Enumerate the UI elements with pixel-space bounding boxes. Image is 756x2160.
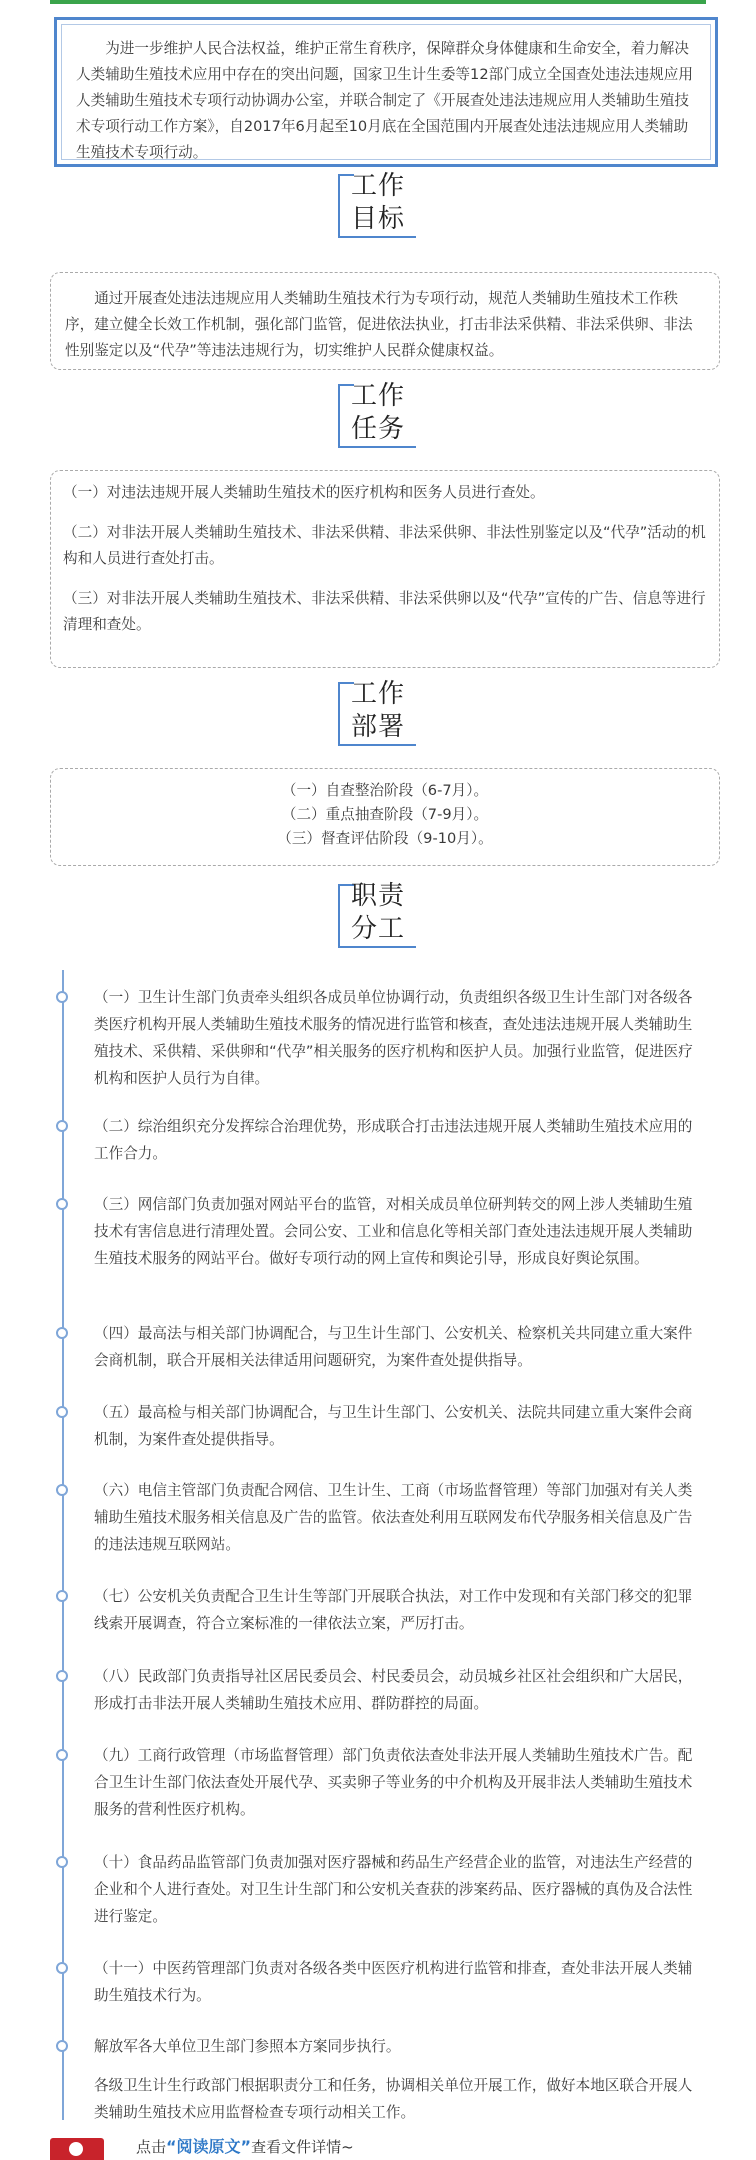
duty-item: （十一）中医药管理部门负责对各级各类中医医疗机构进行监管和排查，查处非法开展人类辅助生殖技术行为。	[94, 1960, 693, 2004]
duty-item: （五）最高检与相关部门协调配合，与卫生计生部门、公安机关、法院共同建立重大案件会商机制，为案件查处提供指导。	[94, 1404, 693, 1448]
deploy-box	[50, 768, 720, 866]
timeline-dot-icon	[56, 1198, 68, 1210]
duty-item: （九）工商行政管理（市场监督管理）部门负责依法查处非法开展人类辅助生殖技术广告。配合卫生计生部门依法查处开展代孕、买卖卵子等业务的中介机构及开展非法人类辅助生殖技术服务的营利性医疗机构。	[94, 1747, 693, 1818]
timeline-dot-icon	[56, 991, 68, 1003]
heading-tasks-title: 工作 任务	[350, 381, 405, 444]
section-heading-tasks	[0, 380, 756, 452]
timeline-dot-icon	[56, 2040, 68, 2052]
duty-item: 解放军各大单位卫生部门参照本方案同步执行。	[94, 2038, 401, 2055]
read-original-highlight[interactable]: “阅读原文”	[166, 2137, 252, 2156]
tasks-box	[50, 470, 720, 668]
task-item: （二）对非法开展人类辅助生殖技术、非法采供精、非法采供卵、非法性别鉴定以及“代孕”活动的机构和人员进行查处打击。	[63, 524, 706, 567]
timeline-dot-icon	[56, 1749, 68, 1761]
logo-icon	[50, 2138, 104, 2160]
section-heading-duties	[0, 880, 756, 952]
deploy-stage: （一）自查整治阶段（6-7月）。	[281, 782, 489, 799]
duty-item: （六）电信主管部门负责配合网信、卫生计生、工商（市场监督管理）等部门加强对有关人类辅助生殖技术服务相关信息及广告的监管。依法查处利用互联网发布代孕服务相关信息及广告的违法违规互联网站。	[94, 1482, 693, 1553]
timeline-dot-icon	[56, 1856, 68, 1868]
intro-box	[54, 17, 718, 167]
timeline-dot-icon	[56, 1962, 68, 1974]
duty-item: （一）卫生计生部门负责牵头组织各成员单位协调行动，负责组织各级卫生计生部门对各级各类医疗机构开展人类辅助生殖技术服务的情况进行监管和核查，查处违法违规开展人类辅助生殖技术、采供精、采供卵和“代孕”相关服务的医疗机构和医护人员。加强行业监管，促进医疗机构和医护人员行为自律。	[94, 989, 693, 1087]
heading-goal-title: 工作 目标	[350, 171, 405, 234]
section-heading-goal	[0, 170, 756, 242]
heading-deploy-title: 工作 部署	[350, 679, 405, 742]
duty-item: （二）综治组织充分发挥综合治理优势，形成联合打击违法违规开展人类辅助生殖技术应用的工作合力。	[94, 1118, 693, 1162]
section-heading-deploy	[0, 678, 756, 750]
duty-item: （十）食品药品监管部门负责加强对医疗器械和药品生产经营企业的监管，对违法生产经营的企业和个人进行查处。对卫生计生部门和公安机关查获的涉案药品、医疗器械的真伪及合法性进行鉴定。	[94, 1854, 693, 1925]
duty-item: （七）公安机关负责配合卫生计生等部门开展联合执法，对工作中发现和有关部门移交的犯罪线索开展调查，符合立案标准的一律依法立案，严厉打击。	[94, 1588, 693, 1632]
timeline-dot-icon	[56, 1406, 68, 1418]
read-original-link[interactable]: 点击“阅读原文”查看文件详情~	[136, 2137, 354, 2156]
heading-duties-title: 职责 分工	[350, 881, 405, 944]
intro-text: 为进一步维护人民合法权益，维护正常生育秩序，保障群众身体健康和生命安全，着力解决人类辅助生殖技术应用中存在的突出问题，国家卫生计生委等12部门成立全国查处违法违规应用人类辅助生殖技术专项行动协调办公室，并联合制定了《开展查处违法违规应用人类辅助生殖技术专项行动工作方案》，自2017年6月起至10月底在全国范围内开展查处违法违规应用人类辅助生殖技术专项行动。	[61, 24, 711, 160]
duties-timeline	[0, 970, 756, 2120]
timeline-dot-icon	[56, 1670, 68, 1682]
duty-item: （八）民政部门负责指导社区居民委员会、村民委员会，动员城乡社区社会组织和广大居民，形成打击非法开展人类辅助生殖技术应用、群防群控的局面。	[94, 1668, 693, 1712]
read-original-footer	[50, 2132, 706, 2158]
task-item: （三）对非法开展人类辅助生殖技术、非法采供精、非法采供卵以及“代孕”宣传的广告、信息等进行清理和查处。	[63, 590, 706, 633]
deploy-stage: （三）督查评估阶段（9-10月）。	[277, 830, 493, 847]
timeline-dot-icon	[56, 1327, 68, 1339]
duty-item: （三）网信部门负责加强对网站平台的监管，对相关成员单位研判转交的网上涉人类辅助生殖技术有害信息进行清理处置。会同公安、工业和信息化等相关部门查处违法违规开展人类辅助生殖技术服务的网站平台。做好专项行动的网上宣传和舆论引导，形成良好舆论氛围。	[94, 1196, 693, 1267]
duty-item: （四）最高法与相关部门协调配合，与卫生计生部门、公安机关、检察机关共同建立重大案件会商机制，联合开展相关法律适用问题研究，为案件查处提供指导。	[94, 1325, 693, 1369]
duty-closing-text: 各级卫生计生行政部门根据职责分工和任务，协调相关单位开展工作，做好本地区联合开展人类辅助生殖技术应用监督检查专项行动相关工作。	[94, 2077, 693, 2121]
timeline-line	[62, 970, 64, 2120]
task-item: （一）对违法违规开展人类辅助生殖技术的医疗机构和医务人员进行查处。	[63, 484, 545, 501]
timeline-dot-icon	[56, 1120, 68, 1132]
timeline-dot-icon	[56, 1590, 68, 1602]
deploy-stage: （二）重点抽查阶段（7-9月）。	[281, 806, 489, 823]
top-divider	[50, 0, 706, 4]
timeline-dot-icon	[56, 1484, 68, 1496]
goal-text: 通过开展查处违法违规应用人类辅助生殖技术行为专项行动，规范人类辅助生殖技术工作秩序，建立健全长效工作机制，强化部门监管，促进依法执业，打击非法采供精、非法采供卵、非法性别鉴定以及“代孕”等违法违规行为，切实维护人民群众健康权益。	[50, 272, 720, 370]
